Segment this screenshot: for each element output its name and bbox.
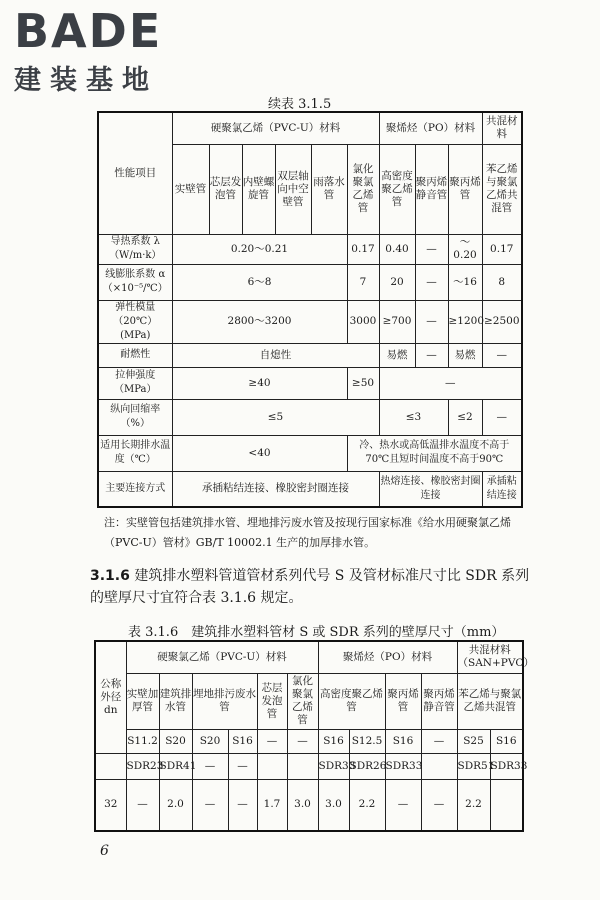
s-cell: S12.5: [349, 729, 385, 753]
cell: 热熔连接、橡胶密封圈连接: [379, 471, 482, 507]
cell: ≤5: [172, 399, 379, 435]
cell: —: [482, 343, 522, 367]
sub-col: 实壁管: [172, 144, 209, 234]
header-po: 聚烯烃（PO）材料: [379, 112, 482, 144]
s-cell: S16: [318, 729, 349, 753]
s-cell: S11.2: [126, 729, 159, 753]
row-label: 耐燃性: [98, 343, 172, 367]
cell: 6～8: [172, 264, 347, 300]
header-mix: 共混材料（SAN+PVC）: [457, 641, 523, 673]
sub-col: 双层轴向中空壁管: [275, 144, 311, 234]
sub-col: 氯化聚氯乙烯管: [287, 673, 318, 729]
sub-col: 芯层发泡管: [257, 673, 287, 729]
row-label: 适用长期排水温度（℃）: [98, 435, 172, 471]
cell: 承插粘结连接: [482, 471, 522, 507]
sub-col: 内壁螺旋管: [242, 144, 275, 234]
table-3-1-5-continued: [97, 111, 523, 508]
cell: —: [415, 264, 448, 300]
table2-caption: 表 3.1.6 建筑排水塑料管材 S 或 SDR 系列的壁厚尺寸（mm）: [128, 625, 505, 640]
header-dn: 公称外径 dn: [95, 641, 126, 753]
sub-col: 高密度聚乙烯管: [318, 673, 385, 729]
section-number: 3.1.6: [90, 568, 130, 584]
cell: 易燃: [448, 343, 482, 367]
data-cell: —: [126, 779, 159, 831]
section-3-1-6: [90, 565, 530, 609]
sdr-cell: —: [192, 753, 228, 779]
s-cell: —: [421, 729, 457, 753]
data-cell: 3.0: [318, 779, 349, 831]
cell: 易燃: [379, 343, 415, 367]
cell: 3000: [347, 300, 379, 343]
header-pvcu: 硬聚氯乙烯（PVC-U）材料: [126, 641, 318, 673]
s-cell: —: [287, 729, 318, 753]
s-cell: S16: [490, 729, 523, 753]
sdr-cell: SDR51: [457, 753, 490, 779]
data-cell: 3.0: [287, 779, 318, 831]
sdr-cell: SDR33: [490, 753, 523, 779]
cell: <40: [172, 435, 347, 471]
data-cell: [490, 779, 523, 831]
sdr-cell: SDR41: [159, 753, 192, 779]
cell: ≥40: [172, 367, 347, 399]
header-pvcu: 硬聚氯乙烯（PVC-U）材料: [172, 112, 379, 144]
sub-col: 高密度聚乙烯管: [379, 144, 415, 234]
sub-col: 氯化聚氯乙烯管: [347, 144, 379, 234]
section-text: 建筑排水塑料管道管材系列代号 S 及管材标准尺寸比 SDR 系列的壁厚尺寸宜符合表 3.1.6 规定。: [90, 568, 530, 606]
brand-logo: [14, 6, 162, 97]
cell: 2800～3200: [172, 300, 347, 343]
row-label: 纵向回缩率（%）: [98, 399, 172, 435]
cell: ≤3: [379, 399, 448, 435]
data-cell: —: [385, 779, 421, 831]
sub-col: 芯层发泡管: [209, 144, 242, 234]
s-cell: S25: [457, 729, 490, 753]
data-cell: 32: [95, 779, 126, 831]
sub-col: 苯乙烯与聚氯乙烯共混管: [457, 673, 523, 729]
data-cell: 2.0: [159, 779, 192, 831]
sub-col: 聚丙烯管: [448, 144, 482, 234]
cell: ≤2: [448, 399, 482, 435]
cell: —: [415, 300, 448, 343]
cell: ～0.20: [448, 234, 482, 264]
data-cell: 1.7: [257, 779, 287, 831]
sdr-cell: —: [228, 753, 257, 779]
row-label: 线膨胀系数 α（×10⁻⁵/℃）: [98, 264, 172, 300]
data-cell: —: [228, 779, 257, 831]
cell: 0.20～0.21: [172, 234, 347, 264]
cell: 20: [379, 264, 415, 300]
cell: 自熄性: [172, 343, 379, 367]
s-cell: S20: [159, 729, 192, 753]
sdr-cell: SDR26: [349, 753, 385, 779]
cell: 0.17: [347, 234, 379, 264]
cell: ≥50: [347, 367, 379, 399]
page-number: 6: [100, 843, 109, 859]
cell: ≥1200: [448, 300, 482, 343]
sdr-cell: [287, 753, 318, 779]
cell: 0.17: [482, 234, 522, 264]
cell: 0.40: [379, 234, 415, 264]
header-performance: 性能项目: [98, 112, 172, 234]
data-cell: —: [421, 779, 457, 831]
sub-col: 聚丙烯静音管: [421, 673, 457, 729]
s-cell: —: [257, 729, 287, 753]
data-cell: 2.2: [349, 779, 385, 831]
cell: ≥700: [379, 300, 415, 343]
cell: 承插粘结连接、橡胶密封圈连接: [172, 471, 379, 507]
sdr-spacer: [95, 753, 126, 779]
sub-col: 聚丙烯静音管: [415, 144, 448, 234]
sdr-cell: [421, 753, 457, 779]
brand-name: BADE: [14, 4, 163, 58]
data-cell: 2.2: [457, 779, 490, 831]
sub-col: 雨落水管: [311, 144, 347, 234]
sub-col: 埋地排污废水管: [192, 673, 257, 729]
s-cell: S16: [228, 729, 257, 753]
row-label: 弹性模量（20℃）(MPa): [98, 300, 172, 343]
cell: 冷、热水或高低温排水温度不高于70℃且短时间温度不高于90℃: [347, 435, 522, 471]
cell: —: [482, 399, 522, 435]
sub-col: 实壁加厚管: [126, 673, 159, 729]
sdr-cell: SDR23: [126, 753, 159, 779]
header-po: 聚烯烃（PO）材料: [318, 641, 457, 673]
s-cell: S20: [192, 729, 228, 753]
sdr-cell: SDR33: [318, 753, 349, 779]
cell: —: [415, 234, 448, 264]
header-mix: 共混材料: [482, 112, 522, 144]
table-note: 注：实壁管包括建筑排水管、埋地排污废水管及按现行国家标准《给水用硬聚氯乙烯（PVC-U）管材》GB/T 10002.1 生产的加厚排水管。: [104, 516, 511, 549]
sub-col: 苯乙烯与聚氯乙烯共混管: [482, 144, 522, 234]
row-label: 导热系数 λ（W/m·k）: [98, 234, 172, 264]
cell: —: [415, 343, 448, 367]
cell: 8: [482, 264, 522, 300]
table1-caption: 续表 3.1.5: [268, 97, 332, 112]
data-cell: —: [192, 779, 228, 831]
cell: —: [379, 367, 522, 399]
sub-col: 建筑排水管: [159, 673, 192, 729]
sub-col: 聚丙烯管: [385, 673, 421, 729]
row-label: 主要连接方式: [98, 471, 172, 507]
s-cell: S16: [385, 729, 421, 753]
sdr-cell: SDR33: [385, 753, 421, 779]
cell: ≥2500: [482, 300, 522, 343]
sdr-cell: [257, 753, 287, 779]
cell: ～16: [448, 264, 482, 300]
row-label: 拉伸强度（MPa）: [98, 367, 172, 399]
cell: 7: [347, 264, 379, 300]
brand-subtitle: 建装基地: [14, 65, 158, 96]
table-3-1-6: [94, 640, 534, 832]
